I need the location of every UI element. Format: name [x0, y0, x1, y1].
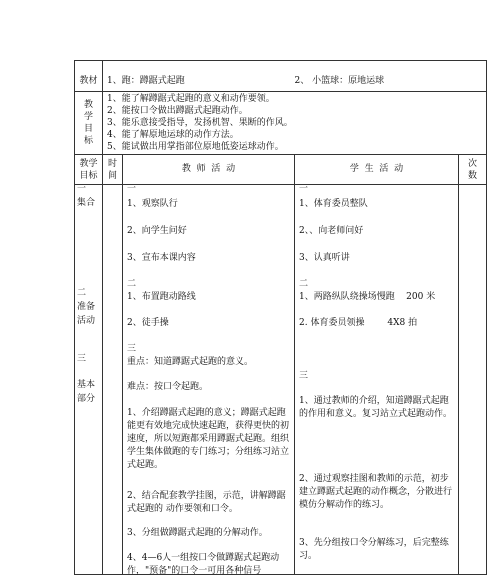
body-student-col — [295, 185, 459, 575]
goal-line-1: 1、能了解蹲踞式起跑的意义和动作要领。 — [107, 94, 275, 104]
left-jiben-2: 部分 — [77, 394, 96, 404]
material-item-1: 1、跑：蹲踞式起跑 — [107, 76, 185, 86]
student-s3-p1: 1、通过教师的介绍，知道蹲踞式起跑的作用和意义。复习站立式起跑动作。 — [299, 396, 453, 419]
goals-list — [103, 92, 487, 155]
teacher-s3-p2: 2、结合配套教学挂图，示范，讲解蹲踞式起跑的 动作要领和口令。 — [127, 491, 286, 514]
header-student — [295, 155, 459, 185]
teacher-s1-item-3: 3、宣布本课内容 — [127, 253, 196, 263]
header-teacher — [123, 155, 295, 185]
body-count-col — [459, 185, 487, 575]
left-mark-2: 二 — [77, 288, 87, 298]
student-s2-item-1: 1、两路纵队绕操场慢跑 200 米 — [299, 292, 436, 302]
teacher-s1-mark: 一 — [127, 184, 137, 194]
teacher-s3-p4: 4、4—6人一组按口令做蹲踞式起跑动作，"预备"的口令一可用各种信号 — [127, 553, 280, 576]
student-s3-p2: 2、通过观察挂图和教师的示范，初步建立蹲踞式起跑的动作概念，分散进行模仿分解动作的练习。 — [299, 474, 453, 510]
lesson-plan-table — [74, 60, 487, 575]
label-goals — [75, 92, 103, 155]
student-s1-item-2: 2、、向老师问好 — [299, 226, 364, 236]
material-item-2: 2、 小篮球：原地运球 — [294, 76, 385, 86]
goals-label-4: 标 — [83, 136, 93, 146]
teacher-s3-key: 重点：知道蹲踞式起跑的意义。 — [127, 357, 254, 367]
header-time-1: 时 — [107, 158, 117, 169]
goals-label-2: 学 — [83, 112, 93, 122]
student-s2-mark: 二 — [299, 279, 309, 289]
material-item-1-cell — [103, 61, 295, 92]
teacher-s1-item-1: 1、观察队行 — [127, 199, 178, 209]
body-goal-col — [75, 185, 103, 575]
student-s2-item-2: 2. 体育委员领操 4X8 拍 — [299, 318, 418, 328]
goal-line-4: 4、能了解原地运球的动作方法。 — [107, 130, 239, 140]
goal-line-2: 2、能按口令做出蹲踞式起跑动作。 — [107, 106, 248, 116]
left-jiben-1: 基本 — [77, 380, 96, 390]
teacher-s3-p1: 1、介绍蹲踞式起跑的意义；蹲踞式起跑能更有效地完成快速起跑，获得更快的初速度，所以短跑都采用蹲踞式起跑。组织学生集体做跑的专门练习；分组练习站立式起跑。 — [127, 408, 290, 470]
student-s1-mark: 一 — [299, 184, 309, 194]
teacher-s2-item-2: 2、徒手操 — [127, 318, 169, 328]
header-time-2: 间 — [107, 170, 117, 181]
header-goal-2: 目标 — [79, 170, 98, 181]
header-goal-1: 教学 — [79, 158, 98, 169]
left-zhunbei-2: 活动 — [77, 316, 96, 326]
body-teacher-col — [123, 185, 295, 575]
student-s3-mark: 三 — [299, 371, 309, 381]
teacher-s3-hard: 难点：按口令起跑。 — [127, 382, 209, 392]
teacher-s1-item-2: 2、向学生问好 — [127, 226, 187, 236]
student-s1-item-3: 3、认真听讲 — [299, 253, 350, 263]
header-count-2: 数 — [468, 170, 478, 181]
teacher-s2-mark: 二 — [127, 279, 137, 289]
goal-line-3: 3、能乐意接受指导，发扬机智、果断的作风。 — [107, 118, 293, 128]
body-time-col — [103, 185, 123, 575]
student-s3-p3: 3、先分组按口令分解练习，后完整练习。 — [299, 538, 449, 561]
material-item-2-cell — [295, 61, 487, 92]
header-count-col — [459, 155, 487, 185]
label-jiaocai — [75, 61, 103, 92]
header-time-col — [103, 155, 123, 185]
student-s1-item-1: 1、体育委员整队 — [299, 199, 368, 209]
goals-label-3: 目 — [83, 124, 93, 134]
goals-label-1: 教 — [83, 100, 93, 110]
header-goal-col — [75, 155, 103, 185]
left-zhunbei-1: 准备 — [77, 302, 96, 312]
header-teacher-text: 教 师 活 动 — [181, 164, 236, 174]
teacher-s3-p3: 3、分组做蹲踞式起跑的分解动作。 — [127, 528, 268, 538]
left-jihe: 集合 — [77, 198, 96, 208]
left-mark-3: 三 — [77, 354, 87, 364]
left-mark-1: 一 — [77, 184, 87, 194]
teacher-s3-mark: 三 — [127, 344, 137, 354]
teacher-s2-item-1: 1、布置跑动路线 — [127, 292, 196, 302]
label-jiaocai-text: 教材 — [79, 76, 98, 86]
header-count-1: 次 — [468, 158, 478, 169]
header-student-text: 学 生 活 动 — [349, 164, 404, 174]
goal-line-5: 5、能试做出用掌指部位原地低姿运球动作。 — [107, 142, 284, 152]
